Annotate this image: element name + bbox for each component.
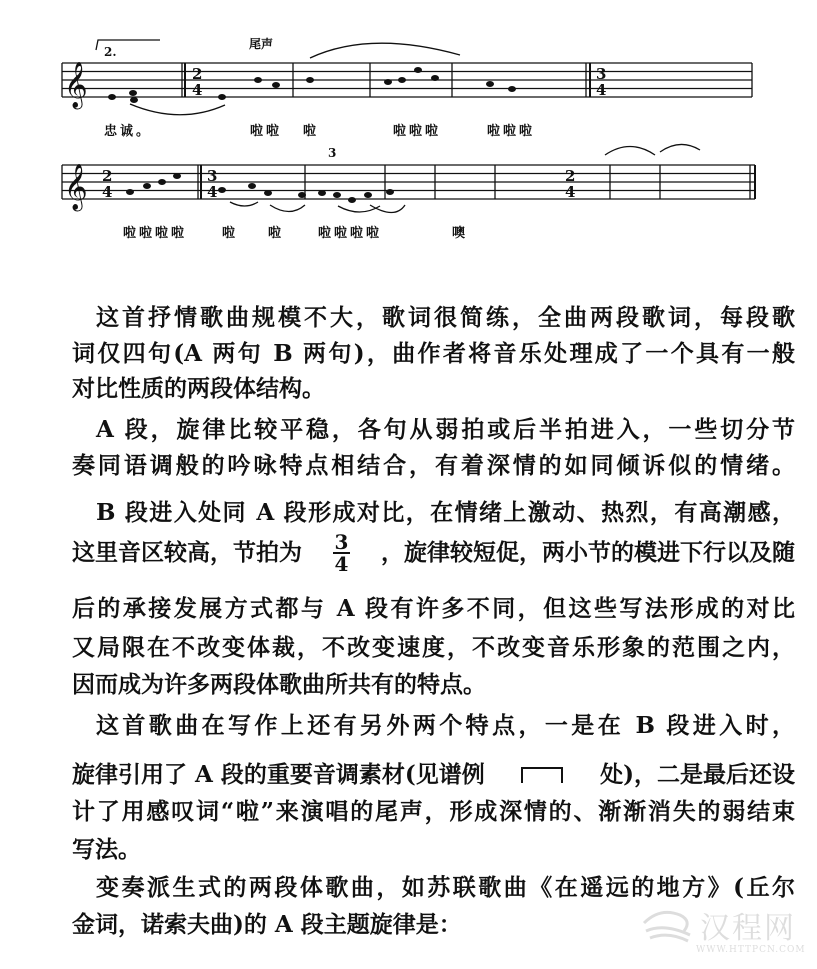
text-line bbox=[72, 760, 795, 790]
text-line: 写法。 bbox=[72, 836, 141, 863]
lyric: 忠诚。 bbox=[104, 124, 153, 139]
triplet-label: 3 bbox=[328, 146, 337, 160]
text-line: 又局限在不改变体裁，不改变速度，不改变音乐形象的范围之内， bbox=[72, 634, 795, 661]
text-line: 对比性质的两段体结构。 bbox=[72, 375, 325, 402]
coda-label: 尾声 bbox=[249, 37, 274, 51]
lyric: 啦 bbox=[222, 226, 239, 241]
text-line: 后的承接发展方式都与 A 段有许多不同，但这些写法形成的对比 bbox=[72, 595, 795, 622]
svg-text:𝄞: 𝄞 bbox=[64, 62, 88, 108]
score-bracket-mark bbox=[521, 767, 563, 783]
time-sig-den: 4 bbox=[207, 183, 218, 201]
time-sig-den: 4 bbox=[192, 81, 203, 99]
time-sig-den: 4 bbox=[102, 183, 113, 201]
time-sig-num: 2 bbox=[565, 167, 576, 185]
text-line bbox=[72, 530, 795, 576]
time-signature-fraction bbox=[333, 532, 351, 574]
lyric: 啦 bbox=[303, 124, 320, 139]
text-line: A 段，旋律比较平稳，各句从弱拍或后半拍进入，一些切分节 bbox=[96, 416, 795, 443]
text-line: 奏同语调般的吟咏特点相结合，有着深情的如同倾诉似的情绪。 bbox=[72, 452, 795, 479]
text-segment: 这里音区较高，节拍为 bbox=[72, 539, 302, 566]
fraction-numerator: 3 bbox=[334, 530, 349, 554]
svg-text:𝄞: 𝄞 bbox=[64, 164, 88, 210]
staff-1 bbox=[62, 40, 752, 115]
lyric: 啦啦 bbox=[250, 124, 283, 139]
time-sig-den: 4 bbox=[596, 81, 607, 99]
watermark-logo-icon bbox=[640, 903, 696, 943]
time-sig-den: 4 bbox=[565, 183, 576, 201]
time-sig-num: 2 bbox=[192, 65, 203, 83]
lyric: 噢 bbox=[452, 226, 469, 241]
text-segment: 处)，二是最后还设 bbox=[600, 761, 795, 788]
time-sig-num: 2 bbox=[102, 167, 113, 185]
text-line: B 段进入处同 A 段形成对比，在情绪上激动、热烈，有高潮感， bbox=[96, 499, 795, 526]
watermark bbox=[640, 903, 810, 961]
fraction-denominator: 4 bbox=[334, 552, 349, 576]
lyric: 啦啦啦啦 bbox=[318, 226, 383, 241]
lyric: 啦啦啦啦 bbox=[123, 226, 188, 241]
lyric: 啦 bbox=[268, 226, 285, 241]
text-segment: ，旋律较短促，两小节的模进下行以及随 bbox=[380, 539, 795, 566]
text-line: 这首抒情歌曲规模不大，歌词很简练，全曲两段歌词，每段歌 bbox=[96, 304, 795, 331]
text-line: 因而成为许多两段体歌曲所共有的特点。 bbox=[72, 671, 486, 698]
time-sig-num: 3 bbox=[207, 167, 218, 185]
watermark-url: WWW.HTTPCN.COM bbox=[696, 945, 806, 955]
lyric: 啦啦啦 bbox=[487, 124, 536, 139]
text-line: 词仅四句(A 两句 B 两句)，曲作者将音乐处理成了一个具有一般 bbox=[72, 340, 795, 367]
watermark-text: 汉程网 bbox=[700, 911, 796, 946]
staff-2 bbox=[62, 144, 755, 212]
ending-label: 2. bbox=[104, 45, 117, 59]
time-sig-num: 3 bbox=[596, 65, 607, 83]
text-line: 计了用感叹词“啦”来演唱的尾声，形成深情的、渐渐消失的弱结束 bbox=[72, 798, 795, 825]
text-line: 变奏派生式的两段体歌曲，如苏联歌曲《在遥远的地方》(丘尔 bbox=[96, 874, 795, 901]
text-segment: 旋律引用了 A 段的重要音调素材(见谱例 bbox=[72, 761, 485, 788]
lyric: 啦啦啦 bbox=[393, 124, 442, 139]
text-line: 这首歌曲在写作上还有另外两个特点，一是在 B 段进入时， bbox=[96, 712, 795, 739]
text-line: 金词，诺索夫曲)的 A 段主题旋律是： bbox=[72, 911, 462, 938]
